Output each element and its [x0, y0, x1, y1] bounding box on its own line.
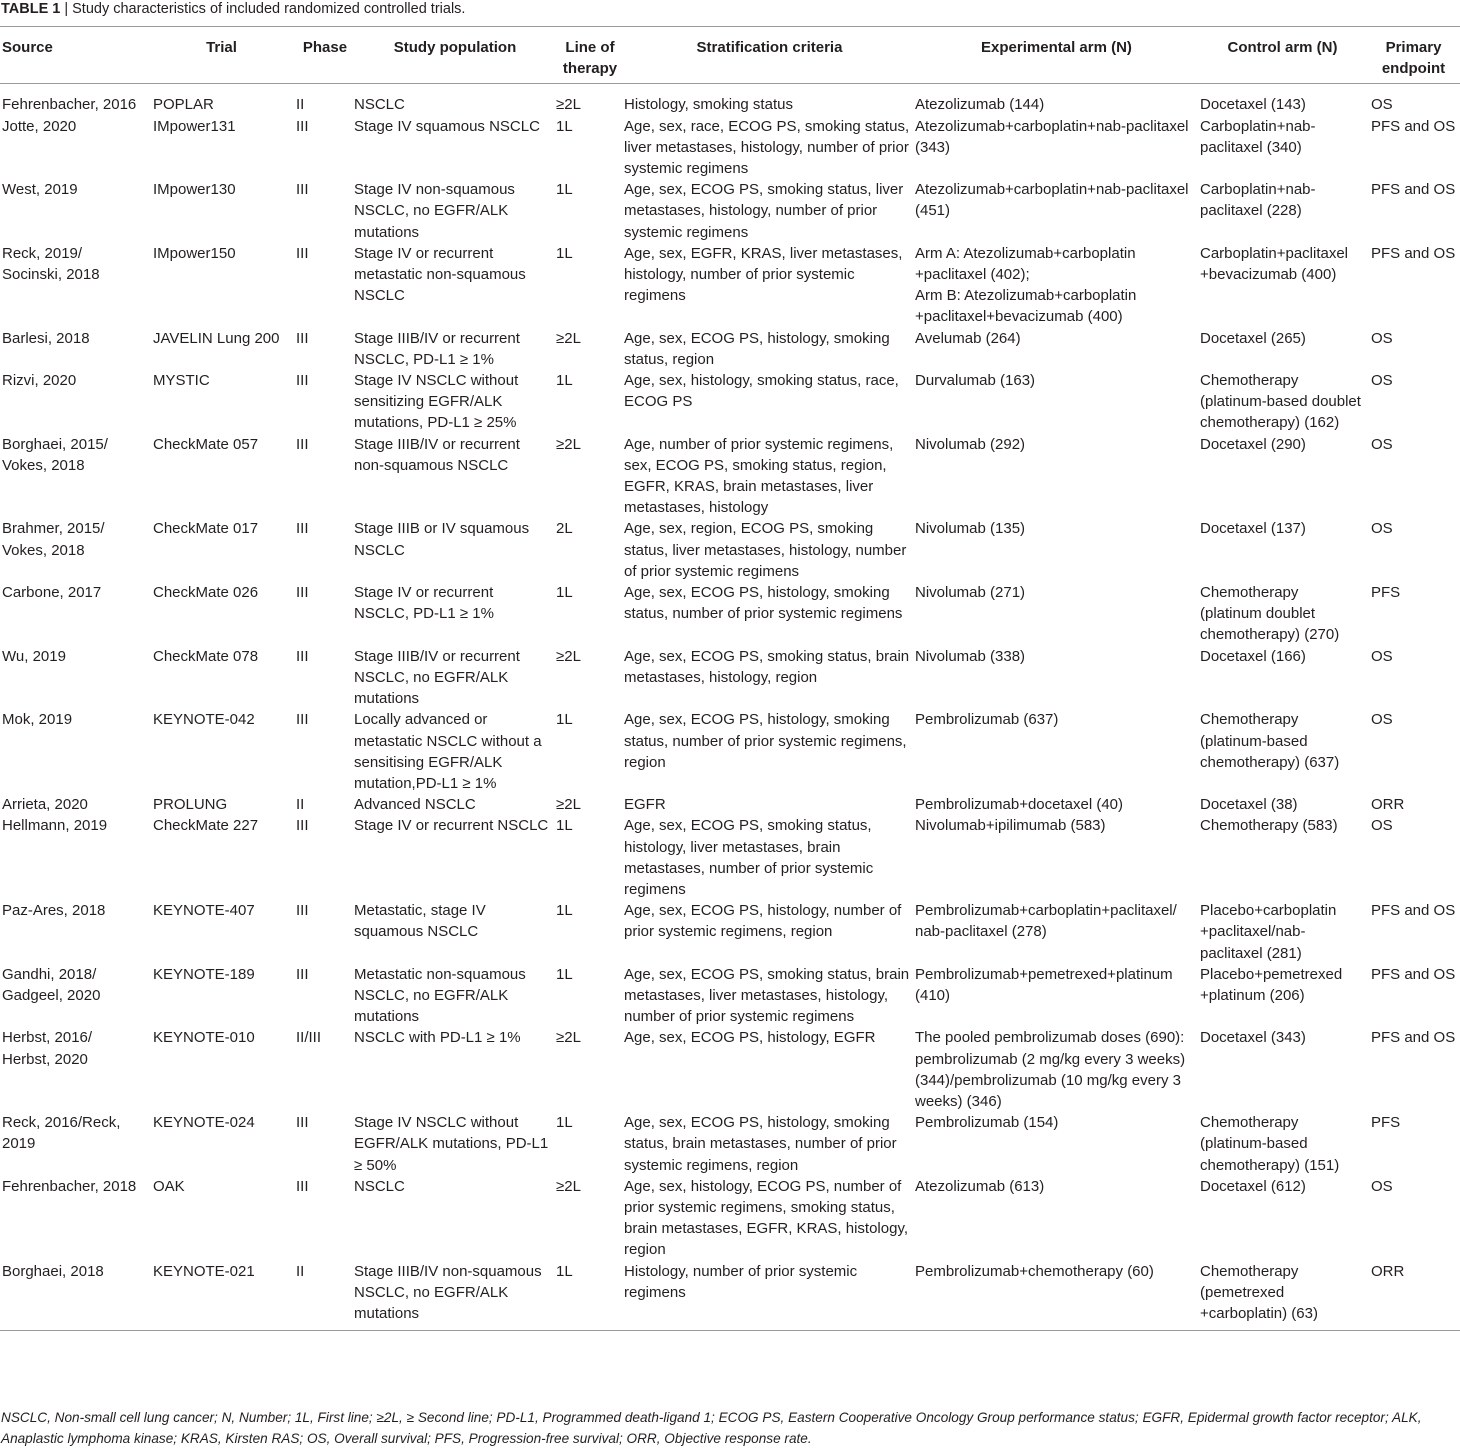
table-row: [0, 370, 1460, 434]
table-body: [0, 84, 1460, 1331]
line-of-therapy-cell: ≥2L: [556, 796, 581, 814]
control-arm-cell: Docetaxel (166): [1200, 647, 1306, 665]
phase-cell: III: [296, 902, 309, 920]
study-population-cell: Stage IV or recurrent NSCLC, PD-L1 ≥ 1%: [354, 584, 494, 623]
primary-endpoint-cell: OS: [1371, 435, 1393, 453]
phase-cell: II: [296, 96, 305, 114]
source-cell: West, 2019: [2, 181, 78, 199]
line-of-therapy-cell: 1L: [556, 711, 573, 729]
primary-endpoint-cell: OS: [1371, 520, 1393, 538]
header-experimental-arm: Experimental arm (N): [915, 27, 1198, 84]
study-population-cell: NSCLC: [354, 1177, 405, 1195]
trial-cell: CheckMate 057: [153, 435, 259, 453]
phase-cell: III: [296, 520, 309, 538]
stratification-cell: Age, sex, ECOG PS, histology, number of prior systemic regimens, region: [624, 902, 902, 941]
line-of-therapy-cell: 1L: [556, 181, 573, 199]
phase-cell: III: [296, 965, 309, 983]
table-row: [0, 815, 1460, 900]
control-arm-cell: Chemotherapy (583): [1200, 817, 1338, 835]
header-line-of-therapy: Line of therapy: [556, 27, 624, 84]
line-of-therapy-cell: ≥2L: [556, 1029, 581, 1047]
line-of-therapy-cell: 1L: [556, 372, 573, 390]
trial-cell: CheckMate 026: [153, 584, 259, 602]
phase-cell: III: [296, 711, 309, 729]
study-population-cell: Stage IIIB or IV squamous NSCLC: [354, 520, 530, 559]
trial-cell: CheckMate 078: [153, 647, 259, 665]
experimental-arm-cell: Avelumab (264): [915, 329, 1021, 347]
primary-endpoint-cell: PFS and OS: [1371, 902, 1456, 920]
source-cell: Herbst, 2016/ Herbst, 2020: [2, 1029, 93, 1068]
study-population-cell: Stage IV NSCLC without EGFR/ALK mutations, PD-L1 ≥ 50%: [354, 1114, 549, 1174]
phase-cell: III: [296, 1177, 309, 1195]
trial-cell: JAVELIN Lung 200: [153, 329, 280, 347]
caption-text: Study characteristics of included randomized controlled trials.: [72, 1, 466, 17]
trial-cell: KEYNOTE-407: [153, 902, 255, 920]
line-of-therapy-cell: 1L: [556, 584, 573, 602]
experimental-arm-cell: Pembrolizumab+chemotherapy (60): [915, 1261, 1198, 1331]
header-primary-endpoint: Primary endpoint: [1367, 27, 1460, 84]
study-population-cell: Metastatic, stage IV squamous NSCLC: [354, 902, 486, 941]
trial-cell: OAK: [153, 1177, 185, 1195]
experimental-arm-cell: Pembrolizumab+carboplatin+paclitaxel/ nab-paclitaxel (278): [915, 902, 1177, 941]
source-cell: Fehrenbacher, 2018: [2, 1177, 137, 1195]
table-row: [0, 900, 1460, 964]
table-caption: [1, 0, 465, 18]
source-cell: Fehrenbacher, 2016: [2, 96, 137, 114]
control-arm-cell: Docetaxel (290): [1200, 435, 1306, 453]
stratification-cell: Age, sex, ECOG PS, smoking status, liver metastases, histology, number of prior systemic regimens: [624, 181, 904, 241]
source-cell: Borghaei, 2018: [0, 1261, 147, 1331]
trial-cell: CheckMate 227: [153, 817, 259, 835]
control-arm-cell: Docetaxel (38): [1200, 796, 1298, 814]
header-source: Source: [0, 27, 147, 84]
source-cell: Hellmann, 2019: [2, 817, 108, 835]
phase-cell: III: [296, 372, 309, 390]
control-arm-cell: Chemotherapy (platinum-based chemotherapy) (637): [1200, 711, 1340, 771]
table-row: [0, 1176, 1460, 1261]
primary-endpoint-cell: ORR: [1371, 796, 1405, 814]
experimental-arm-cell: Atezolizumab (613): [915, 1177, 1045, 1195]
line-of-therapy-cell: 1L: [556, 1114, 573, 1132]
primary-endpoint-cell: PFS and OS: [1371, 244, 1456, 262]
caption-separator: |: [64, 1, 69, 17]
header-stratification-criteria: Stratification criteria: [624, 27, 915, 84]
experimental-arm-cell: Pembrolizumab (637): [915, 711, 1059, 729]
header-row: [0, 27, 1460, 84]
experimental-arm-cell: Pembrolizumab (154): [915, 1114, 1059, 1132]
study-population-cell: NSCLC: [354, 96, 405, 114]
phase-cell: II/III: [296, 1029, 322, 1047]
experimental-arm-cell: Arm A: Atezolizumab+carboplatin +paclitaxel (402); Arm B: Atezolizumab+carboplatin +paclitaxel+bevacizumab (400): [915, 244, 1137, 326]
experimental-arm-cell: Nivolumab (271): [915, 584, 1026, 602]
experimental-arm-cell: The pooled pembrolizumab doses (690): pembrolizumab (2 mg/kg every 3 weeks) (344)/pembrolizumab (10 mg/kg every 3 weeks) (346): [915, 1029, 1186, 1110]
primary-endpoint-cell: OS: [1371, 1177, 1393, 1195]
stratification-cell: Age, sex, EGFR, KRAS, liver metastases, histology, number of prior systemic regimens: [624, 244, 903, 305]
stratification-cell: Age, number of prior systemic regimens, sex, ECOG PS, smoking status, region, EGFR, KRAS, brain metastases, liver metastases, histology: [624, 435, 894, 517]
stratification-cell: Age, sex, ECOG PS, smoking status, brain metastases, liver metastases, histology, number of prior systemic regimens: [624, 965, 910, 1026]
primary-endpoint-cell: OS: [1371, 96, 1393, 114]
trial-cell: KEYNOTE-042: [153, 711, 255, 729]
source-cell: Paz-Ares, 2018: [2, 902, 106, 920]
primary-endpoint-cell: OS: [1371, 329, 1393, 347]
phase-cell: II: [296, 796, 305, 814]
trial-cell: CheckMate 017: [153, 520, 259, 538]
table-row: [0, 646, 1460, 710]
phase-cell: III: [296, 647, 309, 665]
control-arm-cell: Docetaxel (612): [1200, 1177, 1306, 1195]
experimental-arm-cell: Atezolizumab+carboplatin+nab-paclitaxel (451): [915, 181, 1189, 220]
phase-cell: II: [296, 1261, 354, 1331]
table-label: TABLE 1: [1, 1, 61, 17]
header-study-population: Study population: [354, 27, 556, 84]
trial-cell: IMpower130: [153, 181, 236, 199]
phase-cell: III: [296, 181, 309, 199]
primary-endpoint-cell: OS: [1371, 647, 1393, 665]
study-population-cell: Advanced NSCLC: [354, 796, 476, 814]
stratification-cell: Histology, smoking status: [624, 96, 793, 114]
trial-cell: KEYNOTE-010: [153, 1029, 255, 1047]
stratification-cell: Age, sex, histology, ECOG PS, number of prior systemic regimens, smoking status, brain metastases, EGFR, KRAS, histology, region: [624, 1177, 908, 1259]
table-row: [0, 582, 1460, 646]
experimental-arm-cell: Nivolumab (135): [915, 520, 1026, 538]
primary-endpoint-cell: OS: [1371, 711, 1393, 729]
stratification-cell: Age, sex, ECOG PS, histology, smoking status, brain metastases, number of prior systemic regimens, region: [624, 1114, 897, 1174]
table-row: [0, 328, 1460, 370]
primary-endpoint-cell: PFS and OS: [1371, 1029, 1456, 1047]
control-arm-cell: Docetaxel (143): [1200, 96, 1306, 114]
stratification-cell: Age, sex, histology, smoking status, race, ECOG PS: [624, 372, 899, 411]
control-arm-cell: Chemotherapy (pemetrexed +carboplatin) (63): [1198, 1261, 1367, 1331]
stratification-cell: Age, sex, ECOG PS, smoking status, histology, liver metastases, brain metastases, number of prior systemic regimens: [624, 817, 874, 898]
study-population-cell: Locally advanced or metastatic NSCLC without a sensitising EGFR/ALK mutation,PD-L1 ≥ 1%: [354, 711, 542, 792]
table-row: [0, 518, 1460, 582]
table-row: [0, 434, 1460, 519]
study-population-cell: Stage IV or recurrent metastatic non-squamous NSCLC: [354, 244, 526, 305]
source-cell: Carbone, 2017: [2, 584, 102, 602]
primary-endpoint-cell: OS: [1371, 817, 1393, 835]
table-row: [0, 1261, 1460, 1331]
experimental-arm-cell: Nivolumab (338): [915, 647, 1026, 665]
line-of-therapy-cell: ≥2L: [556, 96, 581, 114]
source-cell: Wu, 2019: [2, 647, 66, 665]
stratification-cell: Age, sex, ECOG PS, histology, smoking status, number of prior systemic regimens, region: [624, 711, 907, 771]
trial-cell: PROLUNG: [153, 796, 228, 814]
source-cell: Rizvi, 2020: [2, 372, 77, 390]
study-population-cell: Metastatic non-squamous NSCLC, no EGFR/ALK mutations: [354, 965, 526, 1026]
primary-endpoint-cell: PFS: [1371, 584, 1401, 602]
stratification-cell: Histology, number of prior systemic regimens: [624, 1261, 915, 1331]
table-footnote: NSCLC, Non-small cell lung cancer; N, Number; 1L, First line; ≥2L, ≥ Second line; PD-L1, Programmed death-ligand 1; ECOG PS, Eastern Cooperative Oncology Group performance status; EGFR, Epidermal growth factor receptor; ALK, Anaplastic lymphoma kinase; KRAS, Kirsten RAS; OS, Overall survival; PFS, Progression-free survival; ORR, Objective response rate.: [1, 1410, 1422, 1446]
experimental-arm-cell: Durvalumab (163): [915, 372, 1036, 390]
primary-endpoint-cell: PFS and OS: [1371, 965, 1456, 983]
line-of-therapy-cell: ≥2L: [556, 435, 581, 453]
phase-cell: III: [296, 329, 309, 347]
trial-cell: IMpower150: [153, 244, 236, 262]
phase-cell: III: [296, 435, 309, 453]
line-of-therapy-cell: 1L: [556, 817, 573, 835]
table-row: [0, 709, 1460, 794]
experimental-arm-cell: Nivolumab (292): [915, 435, 1026, 453]
control-arm-cell: Placebo+pemetrexed +platinum (206): [1200, 965, 1343, 1004]
source-cell: Reck, 2019/ Socinski, 2018: [2, 244, 100, 284]
source-cell: Mok, 2019: [2, 711, 73, 729]
source-cell: Brahmer, 2015/ Vokes, 2018: [2, 520, 105, 559]
line-of-therapy-cell: 1L: [556, 1261, 624, 1331]
line-of-therapy-cell: ≥2L: [556, 1177, 581, 1195]
source-cell: Borghaei, 2015/ Vokes, 2018: [2, 435, 108, 474]
study-population-cell: Stage IIIB/IV or recurrent NSCLC, PD-L1 ≥ 1%: [354, 329, 520, 368]
line-of-therapy-cell: 1L: [556, 117, 573, 135]
trial-cell: IMpower131: [153, 117, 236, 135]
stratification-cell: EGFR: [624, 796, 666, 814]
line-of-therapy-cell: 2L: [556, 520, 573, 538]
study-population-cell: Stage IV NSCLC without sensitizing EGFR/ALK mutations, PD-L1 ≥ 25%: [354, 372, 519, 432]
primary-endpoint-cell: ORR: [1367, 1261, 1460, 1331]
primary-endpoint-cell: PFS: [1371, 1114, 1401, 1132]
study-population-cell: Stage IV squamous NSCLC: [354, 117, 540, 135]
phase-cell: III: [296, 244, 309, 262]
control-arm-cell: Docetaxel (137): [1200, 520, 1306, 538]
table-row: [0, 964, 1460, 1028]
study-population-cell: Stage IIIB/IV non-squamous NSCLC, no EGFR/ALK mutations: [354, 1261, 556, 1331]
study-population-cell: Stage IIIB/IV or recurrent NSCLC, no EGFR/ALK mutations: [354, 647, 520, 708]
experimental-arm-cell: Pembrolizumab+docetaxel (40): [915, 796, 1124, 814]
study-population-cell: Stage IV non-squamous NSCLC, no EGFR/ALK mutations: [354, 181, 515, 241]
phase-cell: III: [296, 117, 309, 135]
trial-cell: KEYNOTE-189: [153, 965, 255, 983]
source-cell: Reck, 2016/Reck, 2019: [2, 1114, 121, 1153]
primary-endpoint-cell: PFS and OS: [1371, 117, 1456, 135]
control-arm-cell: Placebo+carboplatin +paclitaxel/nab-paclitaxel (281): [1200, 902, 1337, 962]
stratification-cell: Age, sex, ECOG PS, histology, smoking status, region: [624, 329, 890, 368]
table-row: [0, 1112, 1460, 1176]
line-of-therapy-cell: 1L: [556, 244, 573, 262]
source-cell: Barlesi, 2018: [2, 329, 90, 347]
study-population-cell: NSCLC with PD-L1 ≥ 1%: [354, 1029, 521, 1047]
table-row: [0, 116, 1460, 180]
control-arm-cell: Docetaxel (343): [1200, 1029, 1306, 1047]
header-trial: Trial: [147, 27, 296, 84]
line-of-therapy-cell: ≥2L: [556, 647, 581, 665]
table-row: [0, 179, 1460, 243]
stratification-cell: Age, sex, race, ECOG PS, smoking status, liver metastases, histology, number of prior systemic regimens: [624, 117, 910, 178]
stratification-cell: Age, sex, ECOG PS, histology, smoking status, number of prior systemic regimens: [624, 584, 903, 623]
experimental-arm-cell: Atezolizumab (144): [915, 96, 1045, 114]
stratification-cell: Age, sex, ECOG PS, histology, EGFR: [624, 1029, 876, 1047]
source-cell: Arrieta, 2020: [2, 796, 88, 814]
trial-cell: MYSTIC: [153, 372, 210, 390]
header-control-arm: Control arm (N): [1198, 27, 1367, 84]
control-arm-cell: Chemotherapy (platinum-based doublet chemotherapy) (162): [1200, 372, 1361, 432]
control-arm-cell: Chemotherapy (platinum-based chemotherapy) (151): [1200, 1114, 1340, 1174]
experimental-arm-cell: Atezolizumab+carboplatin+nab-paclitaxel (343): [915, 117, 1189, 156]
experimental-arm-cell: Pembrolizumab+pemetrexed+platinum (410): [915, 965, 1173, 1004]
study-characteristics-table: [0, 26, 1460, 1331]
primary-endpoint-cell: OS: [1371, 372, 1393, 390]
table-row: [0, 243, 1460, 328]
trial-cell: KEYNOTE-024: [153, 1114, 255, 1132]
table-row: [0, 1027, 1460, 1112]
source-cell: Jotte, 2020: [2, 117, 77, 135]
control-arm-cell: Chemotherapy (platinum doublet chemotherapy) (270): [1200, 584, 1340, 644]
study-population-cell: Stage IV or recurrent NSCLC: [354, 817, 549, 835]
control-arm-cell: Carboplatin+nab-paclitaxel (340): [1200, 117, 1316, 156]
stratification-cell: Age, sex, ECOG PS, smoking status, brain metastases, histology, region: [624, 647, 910, 686]
phase-cell: III: [296, 817, 309, 835]
table-row: [0, 84, 1460, 116]
phase-cell: III: [296, 584, 309, 602]
line-of-therapy-cell: 1L: [556, 902, 573, 920]
experimental-arm-cell: Nivolumab+ipilimumab (583): [915, 817, 1106, 835]
control-arm-cell: Docetaxel (265): [1200, 329, 1306, 347]
line-of-therapy-cell: 1L: [556, 965, 573, 983]
trial-cell: KEYNOTE-021: [147, 1261, 296, 1331]
control-arm-cell: Carboplatin+nab-paclitaxel (228): [1200, 181, 1316, 220]
trial-cell: POPLAR: [153, 96, 214, 114]
control-arm-cell: Carboplatin+paclitaxel +bevacizumab (400): [1200, 244, 1349, 284]
source-cell: Gandhi, 2018/ Gadgeel, 2020: [2, 965, 101, 1004]
study-population-cell: Stage IIIB/IV or recurrent non-squamous NSCLC: [354, 435, 520, 474]
primary-endpoint-cell: PFS and OS: [1371, 181, 1456, 199]
header-phase: Phase: [296, 27, 354, 84]
stratification-cell: Age, sex, region, ECOG PS, smoking status, liver metastases, histology, number of prior systemic regimens: [624, 520, 907, 580]
phase-cell: III: [296, 1114, 309, 1132]
line-of-therapy-cell: ≥2L: [556, 329, 581, 347]
table-row: [0, 794, 1460, 815]
